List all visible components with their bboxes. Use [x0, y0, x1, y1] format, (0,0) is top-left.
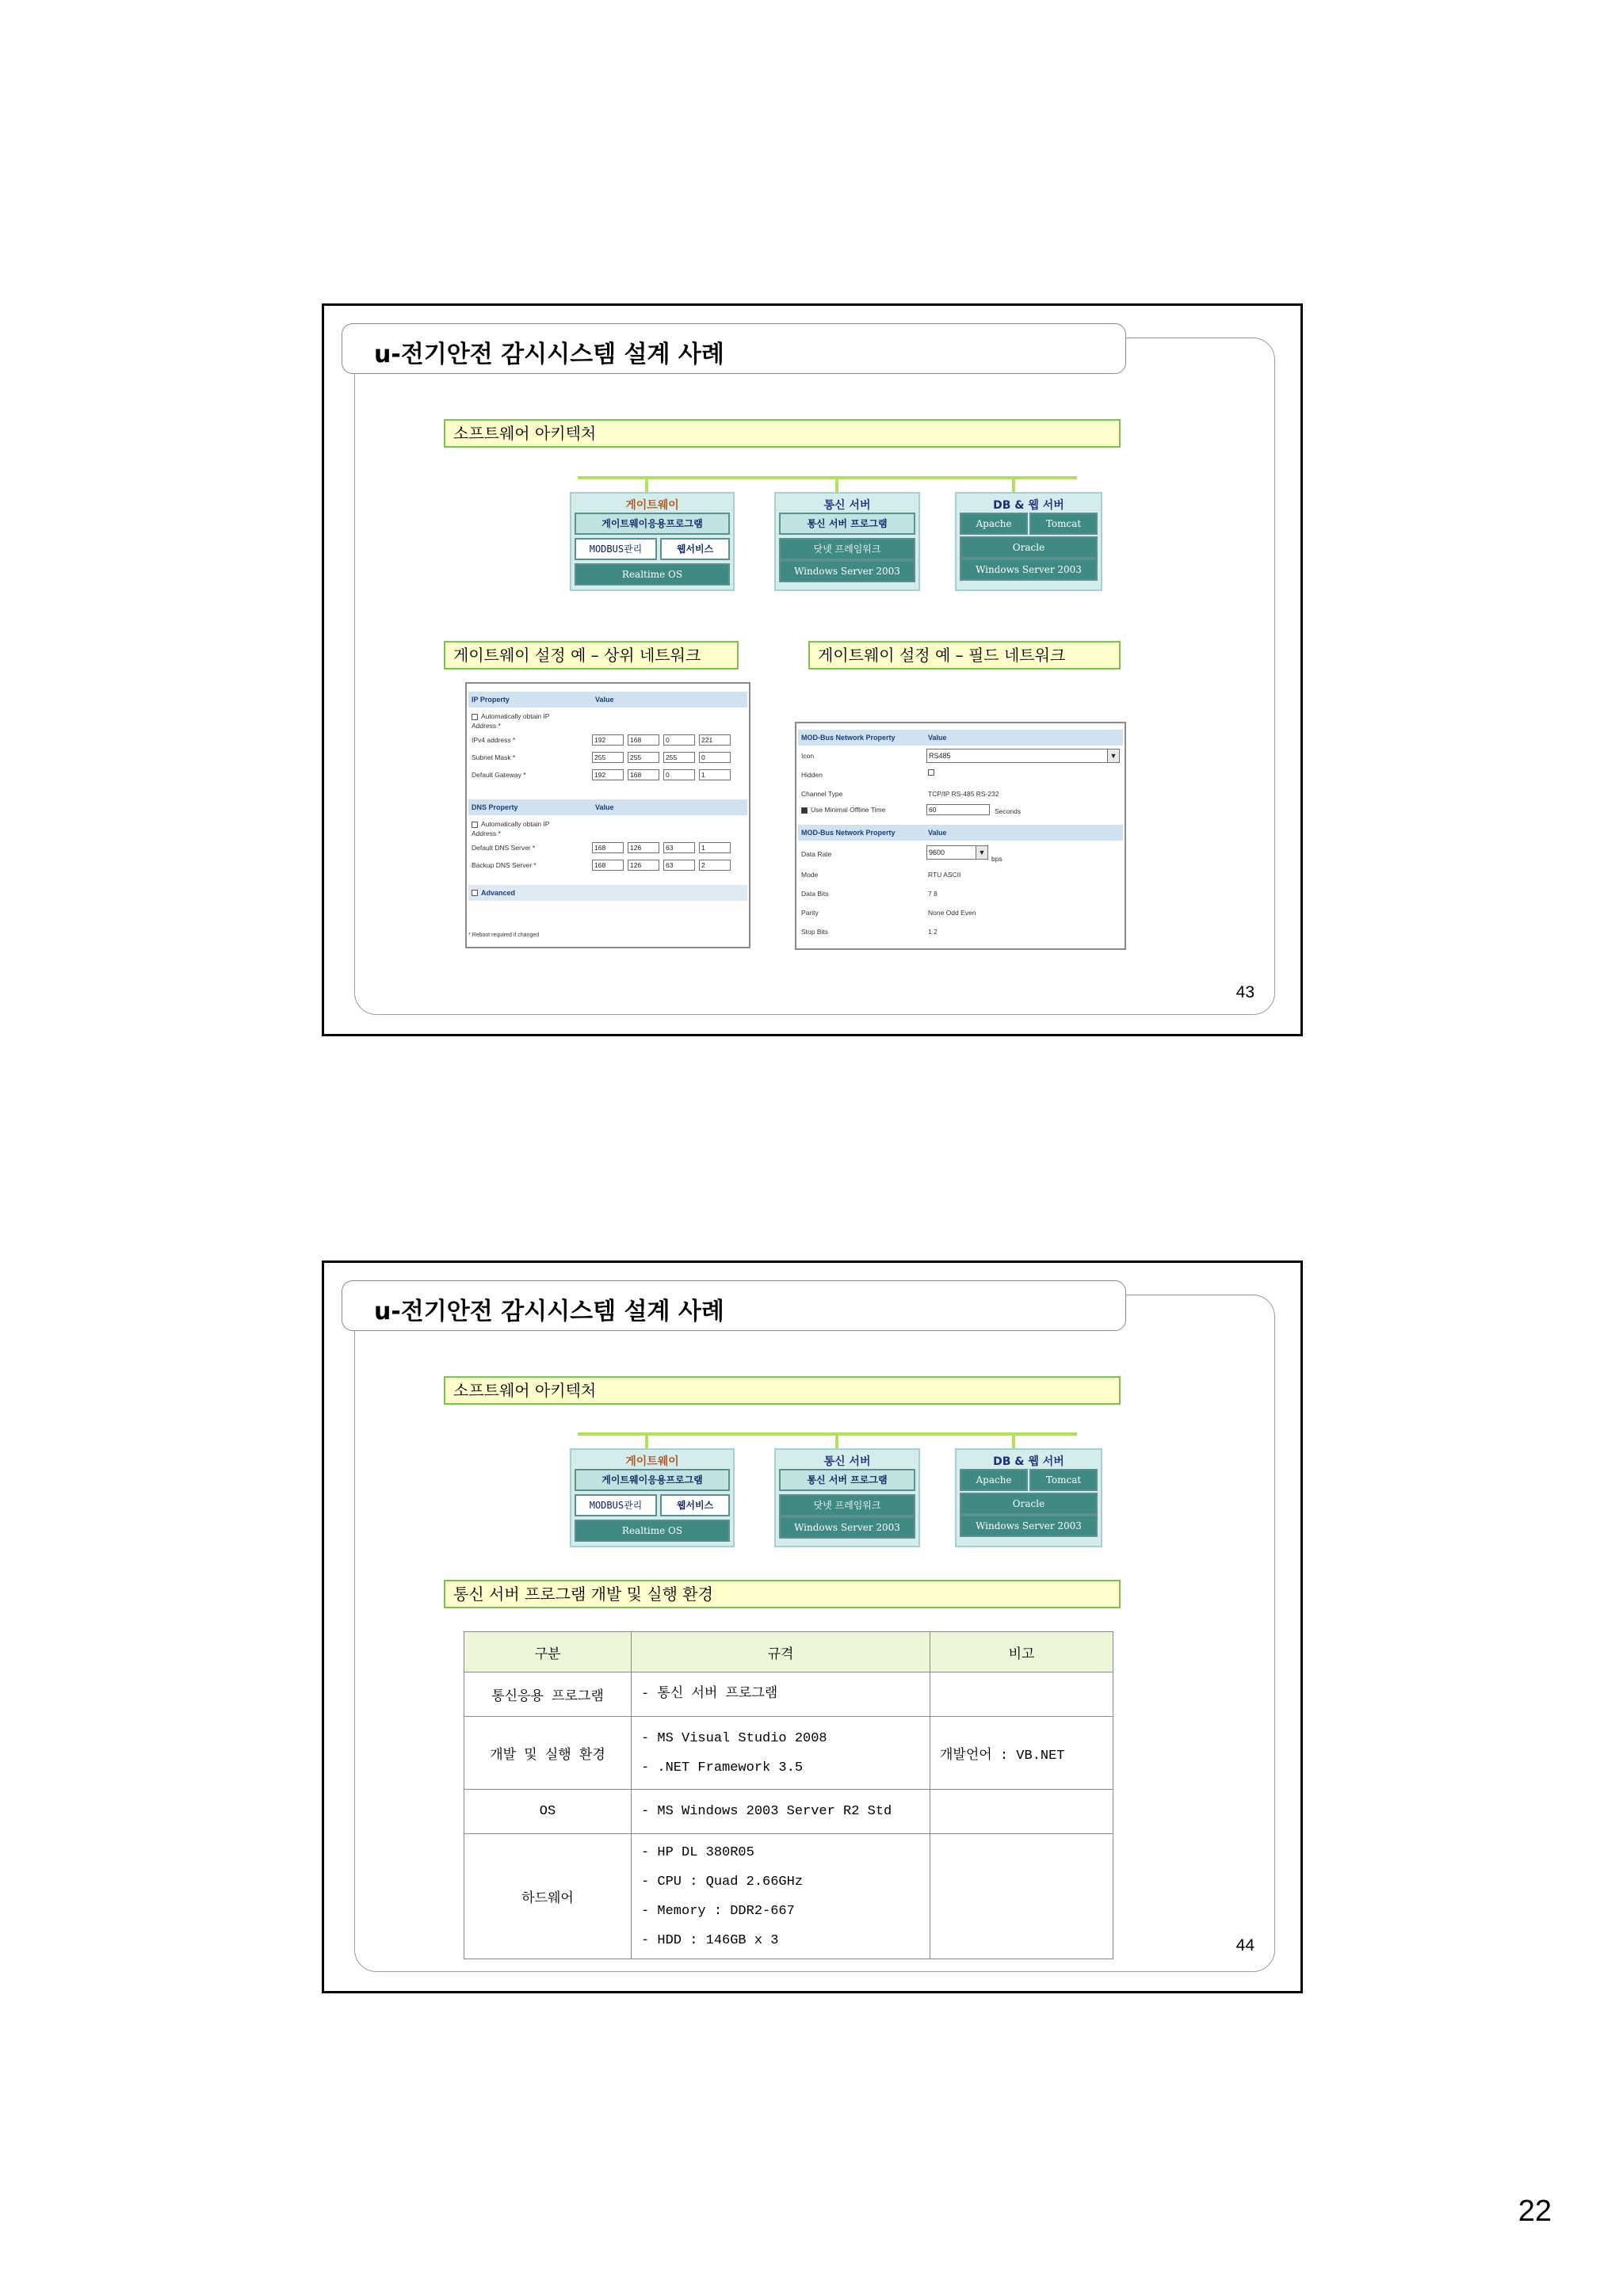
chevron-down-icon: ▼ [1107, 749, 1119, 762]
tomcat-box: Tomcat [1029, 513, 1098, 535]
row-note [930, 1790, 1113, 1834]
row-specs [632, 1834, 930, 1959]
spec-line: - HDD : 146GB x 3 [641, 1932, 779, 1948]
data-rate-unit: bps [991, 855, 1002, 863]
comm-server-title: 통신 서버 [823, 1455, 871, 1468]
ipv4-label: IPv4 address * [472, 736, 516, 744]
ip-header-row [468, 692, 747, 707]
parity-label: Parity [801, 909, 819, 917]
comm-server-group [774, 492, 920, 591]
table-row [464, 1790, 1113, 1834]
dns-header-row [468, 799, 747, 815]
spec-line: - Memory : DDR2-667 [641, 1903, 795, 1919]
gateway-group [570, 492, 735, 591]
apache-box: Apache [960, 1469, 1028, 1491]
oracle-box: Oracle [960, 536, 1098, 559]
modbus-value-header-2: Value [928, 829, 947, 837]
table-row [464, 1717, 1113, 1790]
row-note: 개발언어 : VB.NET [930, 1717, 1113, 1790]
oracle-box: Oracle [960, 1493, 1098, 1515]
comm-program-box: 통신 서버 프로그램 [779, 1469, 915, 1491]
offline-checkbox[interactable] [801, 807, 808, 814]
apache-box: Apache [960, 513, 1028, 535]
spec-line: - HP DL 380R05 [641, 1844, 754, 1860]
auto-dns-label-2: Address * [472, 830, 501, 837]
dotnet-framework-box: 닷넷 프레임워크 [779, 1494, 915, 1516]
ip-header: IP Property [472, 696, 510, 704]
title-box [342, 323, 1126, 374]
hidden-checkbox[interactable] [928, 769, 934, 776]
backup-dns-label: Backup DNS Server * [472, 861, 537, 869]
advanced-checkbox[interactable] [472, 890, 478, 896]
ip-property-window [465, 682, 750, 948]
row-note [930, 1672, 1113, 1717]
row-category: 하드웨어 [464, 1834, 632, 1959]
data-bits-options[interactable]: 7 8 [928, 890, 938, 898]
db-server-title: DB & 웹 서버 [993, 499, 1064, 512]
slide-title: u-전기안전 감시시스템 설계 사례 [374, 341, 724, 368]
subnet-octet[interactable]: 255 [592, 752, 624, 763]
windows-server-box: Windows Server 2003 [960, 559, 1098, 581]
section-field-network: 게이트웨이 설정 예 – 필드 네트워크 [808, 641, 1121, 669]
stop-bits-label: Stop Bits [801, 928, 829, 936]
gateway-group [570, 1448, 735, 1547]
connector-drop [835, 476, 838, 494]
tomcat-box: Tomcat [1029, 1469, 1098, 1491]
comm-server-title: 통신 서버 [823, 499, 871, 512]
data-rate-value: 9600 [929, 849, 945, 856]
realtime-os-box: Realtime OS [575, 563, 730, 585]
header-spec: 규격 [632, 1632, 930, 1672]
ipv4-octet[interactable]: 0 [663, 734, 695, 746]
modbus-box: MODBUS관리 [575, 1494, 657, 1516]
backup-octet[interactable]: 126 [628, 860, 659, 871]
architecture-diagram [506, 1432, 1082, 1551]
dotnet-framework-box: 닷넷 프레임워크 [779, 538, 915, 560]
section-comm-server-env: 통신 서버 프로그램 개발 및 실행 환경 [444, 1580, 1121, 1608]
row-specs [632, 1672, 930, 1717]
auto-ip-checkbox[interactable] [472, 714, 478, 720]
architecture-diagram [506, 476, 1082, 595]
data-bits-label: Data Bits [801, 890, 829, 898]
db-server-title: DB & 웹 서버 [993, 1455, 1064, 1468]
backup-octet[interactable]: 2 [699, 860, 731, 871]
gateway-octet[interactable]: 168 [628, 769, 659, 780]
gateway-label: Default Gateway * [472, 771, 526, 779]
subnet-octet[interactable]: 255 [663, 752, 695, 763]
modbus-box: MODBUS관리 [575, 538, 657, 560]
spec-line: - CPU : Quad 2.66GHz [641, 1874, 804, 1890]
dns-octet[interactable]: 1 [699, 842, 731, 853]
spec-line: - MS Windows 2003 Server R2 Std [641, 1804, 892, 1819]
auto-ip-label-2: Address * [472, 722, 501, 730]
table-row [464, 1834, 1113, 1959]
subnet-octet[interactable]: 255 [628, 752, 659, 763]
section-software-architecture: 소프트웨어 아키텍처 [444, 1376, 1121, 1405]
icon-select[interactable] [926, 749, 1120, 763]
subnet-label: Subnet Mask * [472, 753, 516, 761]
channel-label: Channel Type [801, 790, 843, 798]
row-specs [632, 1790, 930, 1834]
comm-program-box: 통신 서버 프로그램 [779, 513, 915, 535]
connector-line [578, 1432, 1077, 1436]
gateway-octet[interactable]: 0 [663, 769, 695, 780]
offline-unit: Seconds [995, 807, 1022, 815]
row-category: 개발 및 실행 환경 [464, 1717, 632, 1790]
spec-line: - 통신 서버 프로그램 [641, 1687, 778, 1702]
realtime-os-box: Realtime OS [575, 1520, 730, 1542]
gateway-title: 게이트웨이 [625, 1455, 679, 1468]
auto-ip-label: Automatically obtain IP [481, 712, 550, 720]
spec-line: - .NET Framework 3.5 [641, 1760, 804, 1775]
connector-drop [645, 476, 648, 494]
parity-options[interactable]: None Odd Even [928, 909, 976, 917]
gateway-app-box: 게이트웨이응용프로그램 [575, 513, 730, 535]
modbus-header-2: MOD-Bus Network Property [801, 829, 896, 837]
row-note [930, 1834, 1113, 1959]
modbus-value-header: Value [928, 734, 947, 742]
connector-drop [835, 1432, 838, 1450]
slide-title: u-전기안전 감시시스템 설계 사례 [374, 1298, 724, 1325]
slide-43 [322, 303, 1303, 1036]
gateway-octet[interactable]: 1 [699, 769, 731, 780]
dns-octet[interactable]: 168 [592, 842, 624, 853]
offline-input[interactable]: 60 [926, 804, 990, 815]
connector-drop [1012, 476, 1015, 494]
section-upper-network: 게이트웨이 설정 예 – 상위 네트워크 [444, 641, 739, 669]
gateway-app-box: 게이트웨이응용프로그램 [575, 1469, 730, 1491]
modbus-header-row [798, 730, 1123, 746]
ip-value-header: Value [595, 696, 614, 704]
backup-octet[interactable]: 168 [592, 860, 624, 871]
advanced-label: Advanced [481, 889, 516, 897]
sheet-page-number: 22 [1518, 2195, 1552, 2228]
data-rate-label: Data Rate [801, 850, 832, 858]
table-row [464, 1672, 1113, 1717]
section-software-architecture: 소프트웨어 아키텍처 [444, 419, 1121, 448]
auto-dns-label: Automatically obtain IP [481, 820, 550, 828]
auto-dns-checkbox[interactable] [472, 822, 478, 828]
slide-44 [322, 1261, 1303, 1993]
dns-octet[interactable]: 126 [628, 842, 659, 853]
modbus-property-window [795, 722, 1126, 950]
title-box [342, 1280, 1126, 1331]
header-note: 비고 [930, 1632, 1113, 1672]
header-category: 구분 [464, 1632, 632, 1672]
dns-label: Default DNS Server * [472, 844, 536, 852]
spec-table [464, 1631, 1113, 1959]
reboot-note: * Reboot required if changed [468, 933, 540, 938]
ipv4-octet[interactable]: 221 [699, 734, 731, 746]
mode-options[interactable]: RTU ASCII [928, 871, 961, 879]
dns-octet[interactable]: 63 [663, 842, 695, 853]
modbus-header: MOD-Bus Network Property [801, 734, 896, 742]
connector-line [578, 476, 1077, 479]
offline-label: Use Minimal Offline Time [811, 806, 886, 814]
data-rate-select[interactable] [926, 845, 988, 860]
web-service-box: 웹서비스 [660, 538, 730, 560]
gateway-title: 게이트웨이 [625, 499, 679, 512]
modbus-header-row-2 [798, 825, 1123, 841]
chevron-down-icon: ▼ [976, 846, 987, 859]
windows-server-box: Windows Server 2003 [779, 1516, 915, 1539]
spec-line: - MS Visual Studio 2008 [641, 1730, 827, 1746]
connector-drop [645, 1432, 648, 1450]
gateway-octet[interactable]: 192 [592, 769, 624, 780]
channel-options[interactable]: TCP/IP RS-485 RS-232 [928, 790, 999, 798]
backup-octet[interactable]: 63 [663, 860, 695, 871]
stop-bits-options[interactable]: 1 2 [928, 928, 938, 936]
row-category: 통신응용 프로그램 [464, 1672, 632, 1717]
slide-page-number: 44 [1235, 1936, 1254, 1955]
comm-server-group [774, 1448, 920, 1547]
dns-value-header: Value [595, 803, 614, 811]
dns-header: DNS Property [472, 803, 518, 811]
mode-label: Mode [801, 871, 819, 879]
advanced-row[interactable] [468, 885, 747, 901]
row-category: OS [464, 1790, 632, 1834]
ipv4-octet[interactable]: 192 [592, 734, 624, 746]
windows-server-box: Windows Server 2003 [779, 560, 915, 582]
icon-select-value: RS485 [929, 752, 951, 760]
hidden-label: Hidden [801, 771, 823, 779]
ipv4-octet[interactable]: 168 [628, 734, 659, 746]
icon-label: Icon [801, 752, 815, 760]
subnet-octet[interactable]: 0 [699, 752, 731, 763]
row-specs [632, 1717, 930, 1790]
slide-page-number: 43 [1235, 983, 1254, 1001]
web-service-box: 웹서비스 [660, 1494, 730, 1516]
db-web-server-group [955, 492, 1102, 591]
db-web-server-group [955, 1448, 1102, 1547]
windows-server-box: Windows Server 2003 [960, 1515, 1098, 1537]
connector-drop [1012, 1432, 1015, 1450]
table-header-row [464, 1632, 1113, 1672]
